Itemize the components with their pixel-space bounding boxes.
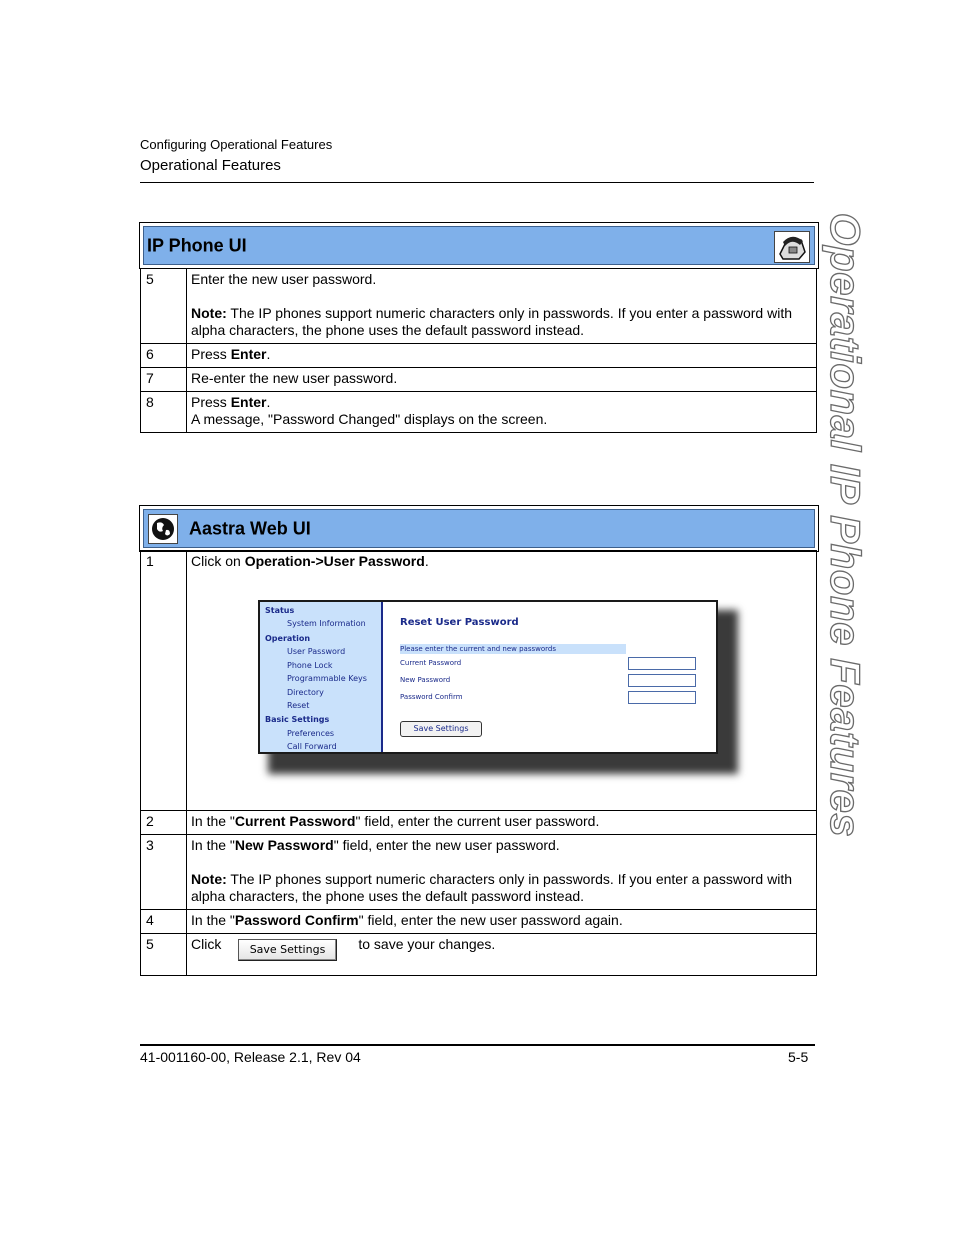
nav-item-basic-settings: Basic Settings <box>265 715 330 724</box>
screenshot-main <box>384 602 716 752</box>
step-text-bold: Enter <box>230 346 267 362</box>
nav-item-system-information: System Information <box>287 619 366 628</box>
side-chapter-title: Operational IP Phone Features <box>822 212 869 838</box>
step-text-pre: Press <box>191 346 231 362</box>
screenshot-new-password-field <box>628 674 696 687</box>
nav-item-reset: Reset <box>287 701 310 710</box>
nav-item-operation: Operation <box>265 634 311 643</box>
globe-icon <box>148 514 178 544</box>
note-label: Note: <box>191 871 227 887</box>
nav-item-directory: Directory <box>287 688 324 697</box>
table-row <box>141 392 817 433</box>
screenshot-label-current-password: Current Password <box>400 659 462 667</box>
step-text-bold: New Password <box>234 837 334 853</box>
step-text <box>187 392 817 433</box>
aastra-web-ui-header-bar <box>143 509 815 548</box>
step-text <box>187 811 817 835</box>
nav-item-programmable-keys: Programmable Keys <box>287 674 367 683</box>
screenshot-instruction: Please enter the current and new passwords <box>400 644 626 654</box>
table-row <box>141 910 817 934</box>
web-ui-screenshot <box>258 600 718 754</box>
step-text-post: to save your changes. <box>358 936 496 952</box>
step-text-post: " field, enter the current user password. <box>355 813 600 829</box>
step-text-post: " field, enter the new user password. <box>333 837 560 853</box>
step-number: 5 <box>141 934 187 976</box>
running-header-section: Operational Features <box>140 157 281 174</box>
nav-item-call-forward: Call Forward <box>287 742 337 751</box>
nav-item-preferences: Preferences <box>287 729 335 738</box>
table-row <box>141 811 817 835</box>
aastra-web-ui-title: Aastra Web UI <box>189 518 311 538</box>
step-number: 6 <box>141 344 187 368</box>
step-text-pre: In the " <box>191 912 235 928</box>
aastra-web-ui-header <box>139 505 819 552</box>
table-row <box>141 344 817 368</box>
table-row <box>141 368 817 392</box>
screenshot-title: Reset User Password <box>400 617 519 628</box>
step-text-post: . <box>266 394 271 410</box>
screenshot-label-new-password: New Password <box>400 676 451 684</box>
step-text <box>187 269 817 344</box>
note-text: The IP phones support numeric characters only in passwords. If you enter a password with alpha characters, the phone uses the default password instead. <box>191 305 792 338</box>
nav-item-phone-lock: Phone Lock <box>287 661 333 670</box>
step-text <box>187 910 817 934</box>
step-text <box>187 835 817 910</box>
step-text-bold: Password Confirm <box>234 912 359 928</box>
note-text: The IP phones support numeric characters only in passwords. If you enter a password with alpha characters, the phone uses the default password instead. <box>191 871 792 904</box>
step-text-pre: Click <box>191 936 222 952</box>
ip-phone-ui-steps-table <box>140 268 817 433</box>
nav-item-status: Status <box>265 606 295 615</box>
screenshot-label-password-confirm: Password Confirm <box>400 693 463 701</box>
step-text-post: " field, enter the new user password again. <box>358 912 623 928</box>
step-text <box>187 344 817 368</box>
screenshot-save-settings-button: Save Settings <box>400 721 482 737</box>
step-number: 3 <box>141 835 187 910</box>
nav-item-user-password: User Password <box>287 647 346 656</box>
ip-phone-ui-title: IP Phone UI <box>147 235 247 255</box>
step-text-post: . <box>424 553 429 569</box>
step-text-bold: Operation->User Password <box>244 553 425 569</box>
ip-phone-ui-header-bar <box>143 226 815 265</box>
footer-page-number: 5-5 <box>788 1049 809 1065</box>
step-note <box>191 305 812 339</box>
note-label: Note: <box>191 305 227 321</box>
step-number: 4 <box>141 910 187 934</box>
step-text: Re-enter the new user password. <box>187 368 817 392</box>
running-header-chapter: Configuring Operational Features <box>140 137 333 152</box>
header-rule <box>140 182 814 183</box>
footer-rule <box>140 1044 815 1046</box>
telephone-icon <box>774 231 810 263</box>
step-text-pre: Press <box>191 394 231 410</box>
ip-phone-ui-header <box>139 222 819 269</box>
step-text-bold: Current Password <box>234 813 356 829</box>
step-text-pre: In the " <box>191 837 235 853</box>
step-line2: A message, "Password Changed" displays on the screen. <box>191 411 548 427</box>
step-note <box>191 871 812 905</box>
save-settings-button-image: Save Settings <box>238 939 337 961</box>
screenshot-current-password-field <box>628 657 696 670</box>
table-row <box>141 269 817 344</box>
screenshot-password-confirm-field <box>628 691 696 704</box>
step-number: 7 <box>141 368 187 392</box>
step-number: 1 <box>141 551 187 811</box>
footer-doc-id: 41-001160-00, Release 2.1, Rev 04 <box>140 1049 361 1065</box>
step-text-pre: Click on <box>191 553 245 569</box>
screenshot-nav <box>260 602 383 752</box>
step-text-pre: In the " <box>191 813 235 829</box>
step-text-bold: Enter <box>230 394 267 410</box>
step-number: 8 <box>141 392 187 433</box>
step-number: 2 <box>141 811 187 835</box>
step-main: Enter the new user password. <box>191 271 377 287</box>
table-row <box>141 835 817 910</box>
step-number: 5 <box>141 269 187 344</box>
step-text-post: . <box>266 346 271 362</box>
